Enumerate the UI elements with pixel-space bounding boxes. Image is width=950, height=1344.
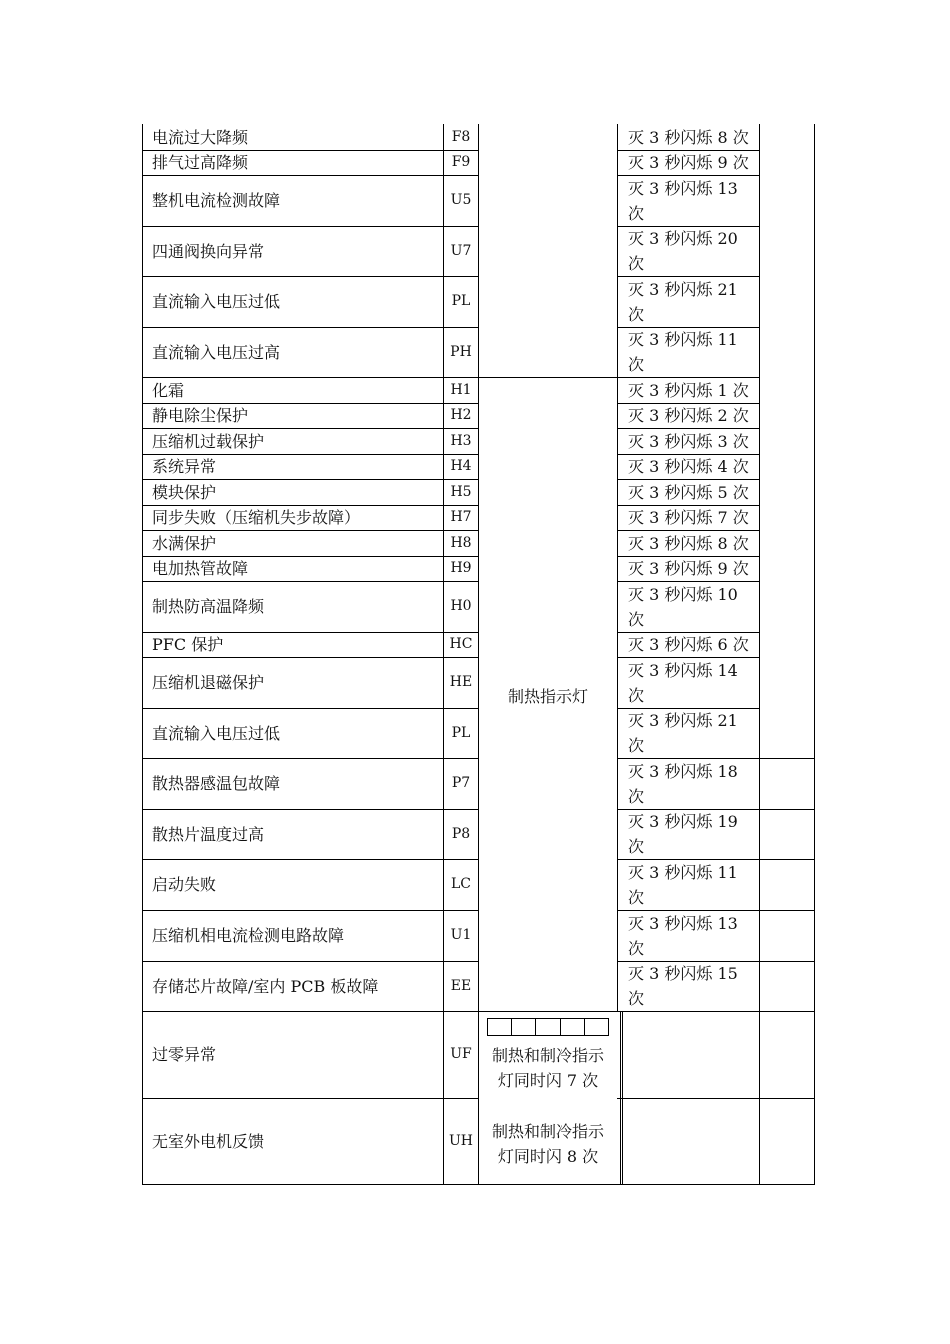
- fault-name: 水满保护: [152, 533, 217, 553]
- fault-code: U7: [450, 242, 472, 259]
- blink-pattern: 灭 3 秒闪烁 8 次: [628, 127, 749, 147]
- fault-name: 整机电流检测故障: [152, 191, 281, 210]
- fault-code: HE: [449, 674, 473, 690]
- grid-line: [617, 1098, 815, 1099]
- fault-name: 直流输入电压过低: [152, 292, 281, 311]
- fault-name: PFC 保护: [152, 635, 224, 654]
- fault-name: 过零异常: [152, 1045, 217, 1064]
- fault-code: H5: [450, 483, 472, 500]
- blink-pattern: 灭 3 秒闪烁 18 次: [628, 761, 738, 806]
- blink-pattern: 灭 3 秒闪烁 20 次: [628, 229, 738, 273]
- fault-code: LC: [450, 876, 471, 892]
- blink-pattern: 灭 3 秒闪烁 13 次: [628, 913, 738, 958]
- grid-line: [814, 124, 815, 1185]
- fault-code: H9: [450, 560, 472, 576]
- blink-pattern: 灭 3 秒闪烁 14 次: [628, 660, 738, 705]
- fault-name: 模块保护: [152, 482, 217, 502]
- fault-name: 电加热管故障: [152, 559, 249, 578]
- fault-code: HC: [449, 636, 473, 652]
- fault-code: P7: [451, 775, 471, 791]
- fault-name: 直流输入电压过高: [152, 342, 281, 362]
- fault-name: 压缩机退磁保护: [152, 673, 265, 692]
- fault-code: U1: [450, 927, 472, 943]
- fault-code: EE: [450, 977, 472, 994]
- fault-name: 制热防高温降频: [152, 597, 265, 616]
- blink-pattern: 灭 3 秒闪烁 2 次: [628, 406, 749, 425]
- indicator-heating: 制热指示灯: [507, 687, 588, 706]
- fault-name: 排气过高降频: [152, 153, 249, 172]
- fault-code: UH: [448, 1132, 473, 1149]
- fault-code: H8: [450, 534, 472, 551]
- blink-pattern: 灭 3 秒闪烁 11 次: [628, 862, 738, 907]
- fault-code: PH: [450, 343, 472, 360]
- blink-pattern: 灭 3 秒闪烁 21 次: [628, 711, 738, 755]
- blink-pattern: 灭 3 秒闪烁 10 次: [628, 584, 738, 629]
- blink-pattern: 灭 3 秒闪烁 9 次: [628, 153, 749, 172]
- grid-line: [142, 1184, 815, 1185]
- blink-pattern: 灭 3 秒闪烁 1 次: [628, 380, 749, 400]
- fault-name: 化霜: [152, 380, 185, 400]
- fault-code: F9: [451, 154, 471, 170]
- fault-name: 电流过大降频: [152, 127, 249, 147]
- fault-code: H3: [450, 432, 472, 449]
- fault-name: 压缩机过载保护: [152, 431, 265, 451]
- blink-pattern: 灭 3 秒闪烁 19 次: [628, 812, 738, 856]
- grid-line: [759, 124, 760, 1185]
- fault-code: UF: [450, 1046, 472, 1062]
- fault-name: 同步失败（压缩机失步故障）: [152, 508, 361, 527]
- fault-code: PL: [451, 293, 471, 309]
- fault-code: H1: [450, 381, 472, 398]
- blink-pattern: 灭 3 秒闪烁 4 次: [628, 457, 749, 476]
- fault-code: H7: [450, 509, 472, 525]
- blink-pattern: 灭 3 秒闪烁 15 次: [628, 964, 738, 1008]
- fault-name: 静电除尘保护: [152, 406, 249, 425]
- indicator-boxes: [487, 1018, 609, 1036]
- fault-code: H0: [450, 598, 472, 614]
- fault-code-table: [142, 124, 815, 1187]
- indicator-uf: 制热和制冷指示灯同时闪 7 次: [491, 1046, 604, 1090]
- fault-name: 散热片温度过高: [152, 824, 265, 844]
- blink-pattern: 灭 3 秒闪烁 6 次: [628, 635, 749, 654]
- fault-code: H4: [450, 458, 472, 474]
- blink-pattern: 灭 3 秒闪烁 13 次: [628, 178, 738, 223]
- fault-name: 四通阀换向异常: [152, 241, 265, 261]
- blink-pattern: 灭 3 秒闪烁 11 次: [628, 330, 738, 374]
- fault-code: PL: [451, 724, 471, 741]
- fault-name: 无室外电机反馈: [152, 1131, 265, 1151]
- fault-name: 存储芯片故障/室内 PCB 板故障: [152, 976, 379, 996]
- indicator-uh: 制热和制冷指示灯同时闪 8 次: [491, 1122, 604, 1166]
- fault-code: H2: [450, 407, 472, 423]
- blink-pattern: 灭 3 秒闪烁 9 次: [628, 559, 749, 578]
- fault-code: U5: [450, 192, 472, 208]
- fault-name: 直流输入电压过低: [152, 723, 281, 743]
- blink-pattern: 灭 3 秒闪烁 21 次: [628, 279, 738, 324]
- blink-pattern: 灭 3 秒闪烁 3 次: [628, 431, 749, 451]
- blink-pattern: 灭 3 秒闪烁 8 次: [628, 533, 749, 553]
- fault-name: 系统异常: [152, 457, 217, 476]
- fault-name: 散热器感温包故障: [152, 774, 281, 793]
- fault-code: F8: [451, 128, 471, 145]
- fault-name: 压缩机相电流检测电路故障: [152, 926, 345, 945]
- blink-pattern: 灭 3 秒闪烁 5 次: [628, 482, 749, 502]
- fault-name: 启动失败: [152, 875, 217, 894]
- fault-code: P8: [451, 825, 471, 842]
- blink-pattern: 灭 3 秒闪烁 7 次: [628, 508, 749, 527]
